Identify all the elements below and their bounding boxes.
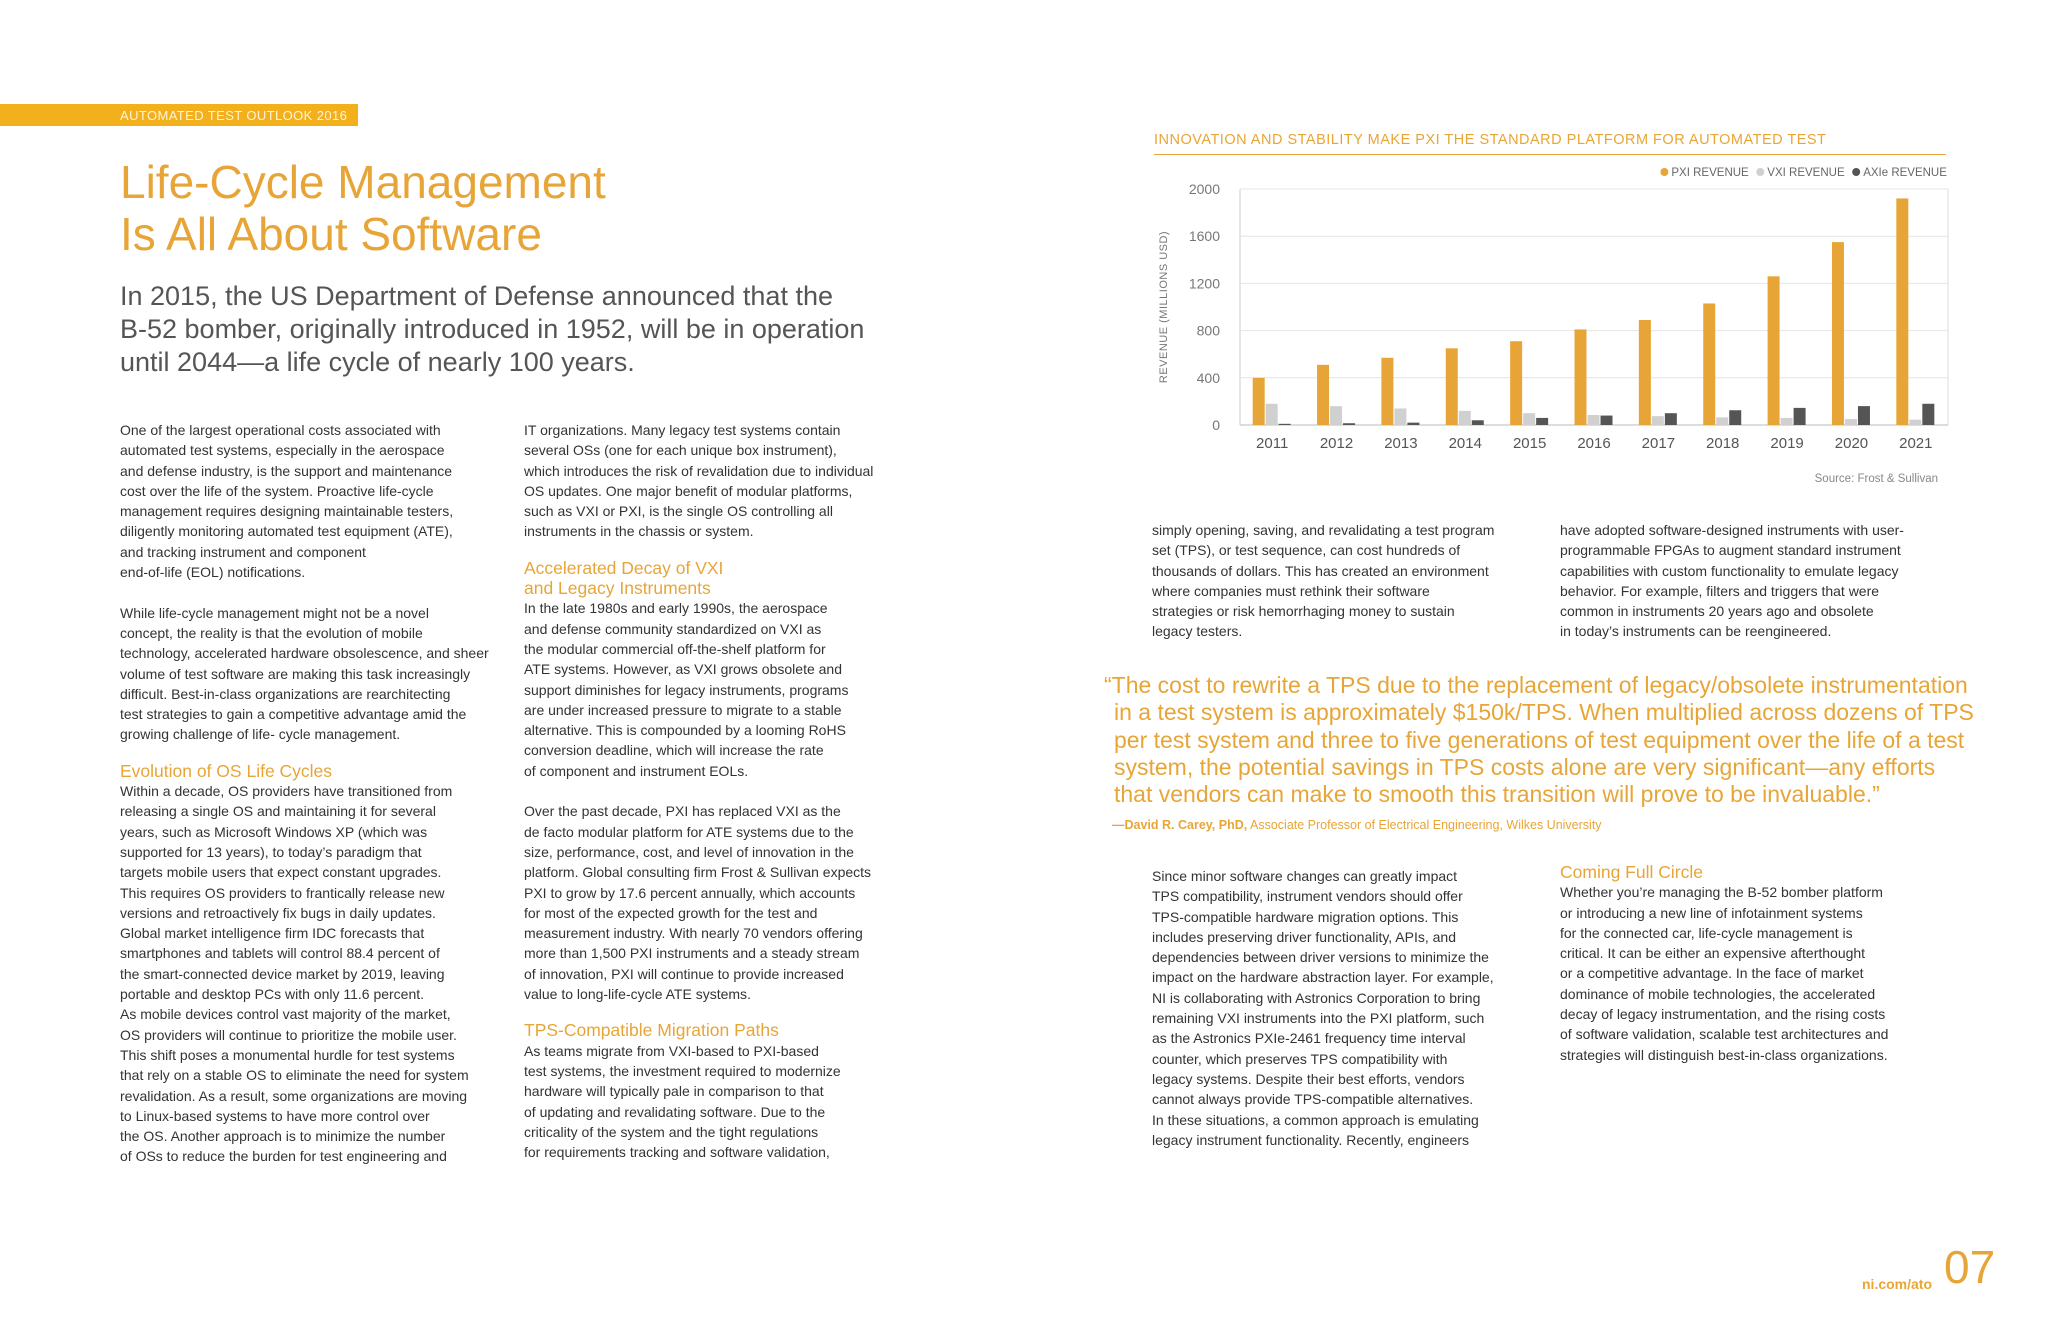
body-text-line: platform. Global consulting firm Frost & Sullivan expects xyxy=(524,864,872,881)
chart-title-rule xyxy=(1154,154,1946,155)
bar-pxi-2013 xyxy=(1381,358,1393,425)
body-text-line: supported for 13 years), to today’s paradigm that xyxy=(120,843,422,860)
body-text-line: This shift poses a monumental hurdle for test systems xyxy=(120,1046,455,1063)
x-tick-label: 2012 xyxy=(1319,435,1354,452)
body-text-line: in today’s instruments can be reengineered. xyxy=(1560,623,1832,640)
body-text-line: This requires OS providers to frantically release new xyxy=(120,884,445,901)
body-text-line: automated test systems, especially in the aerospace xyxy=(120,442,445,459)
body-text-line: revalidation. As a result, some organizations are moving xyxy=(120,1087,468,1104)
paragraph-gap xyxy=(524,781,914,801)
body-text-line: Global market intelligence firm IDC forecasts that xyxy=(120,925,425,942)
body-text-line: Whether you’re managing the B-52 bomber platform xyxy=(1560,884,1883,901)
body-text-line: critical. It can be either an expensive afterthought xyxy=(1560,945,1866,962)
y-tick-label: 1600 xyxy=(1188,228,1220,245)
body-text-line: strategies or risk hemorrhaging money to sustain xyxy=(1152,603,1455,620)
body-text-line: simply opening, saving, and revalidating a test program xyxy=(1152,522,1495,538)
body-text-line: Over the past decade, PXI has replaced VXI as the xyxy=(524,803,841,820)
bar-pxi-2019 xyxy=(1768,276,1780,425)
body-text-line: remaining VXI instruments into the PXI platform, such xyxy=(1152,1010,1485,1027)
bar-axie-2014 xyxy=(1472,420,1484,425)
x-tick-label: 2017 xyxy=(1641,435,1676,452)
body-text-line: TPS-compatible hardware migration options. This xyxy=(1152,908,1459,925)
body-text-line: versions and retroactively fix bugs in daily updates. xyxy=(120,904,436,921)
body-text-line: cost over the life of the system. Proactive life-cycle xyxy=(120,482,434,499)
body-text-line: programmable FPGAs to augment standard instrument xyxy=(1560,542,1901,559)
body-text-line: OS providers will continue to prioritize the mobile user. xyxy=(120,1026,457,1043)
body-text-line: includes preserving driver functionality, APIs, and xyxy=(1152,928,1457,945)
quote-line: “The cost to rewrite a TPS due to the replacement of legacy/obsolete instrumentation xyxy=(1104,672,1968,698)
body-text-line: strategies will distinguish best-in-class organizations. xyxy=(1560,1046,1888,1063)
body-text-line: measurement industry. With nearly 70 vendors offering xyxy=(524,925,863,942)
body-text-line: of component and instrument EOLs. xyxy=(524,762,749,779)
body-text-line: and tracking instrument and component xyxy=(120,543,366,560)
body-text-line: value to long-life-cycle ATE systems. xyxy=(524,986,751,1003)
body-text-line: test strategies to gain a competitive advantage amid the xyxy=(120,706,467,723)
paragraph-gap xyxy=(524,1004,914,1020)
body-text-line: cannot always provide TPS-compatible alternatives. xyxy=(1152,1091,1474,1108)
body-text-line: have adopted software-designed instruments with user- xyxy=(1560,522,1904,538)
body-text-line: de facto modular platform for ATE systems due to the xyxy=(524,823,854,840)
body-text-line: NI is collaborating with Astronics Corporation to bring xyxy=(1152,989,1481,1006)
paragraph-gap xyxy=(524,542,914,558)
legend-label: AXIe REVENUE xyxy=(1863,167,1947,179)
body-text-line: the smart-connected device market by 2019, leaving xyxy=(120,965,445,982)
quote-line: per test system and three to five generations of test equipment over the life of a test xyxy=(1114,726,1965,753)
body-text-line: impact on the hardware abstraction layer. For example, xyxy=(1152,969,1494,986)
quote-line: in a test system is approximately $150k/TPS. When multiplied across dozens of TPS xyxy=(1114,699,1974,726)
body-text-line: criticality of the system and the tight regulations xyxy=(524,1123,819,1140)
bar-axie-2012 xyxy=(1343,423,1355,425)
body-text-line: that rely on a stable OS to eliminate the need for system xyxy=(120,1067,469,1084)
body-text-line: management requires designing maintainable testers, xyxy=(120,503,454,520)
x-tick-label: 2016 xyxy=(1577,435,1611,452)
quote-attribution xyxy=(1112,818,1602,832)
body-text-line: end-of-life (EOL) notifications. xyxy=(120,564,306,581)
revenue-bar-chart xyxy=(1140,156,1960,486)
body-text-line: of OSs to reduce the burden for test engineering and xyxy=(120,1148,447,1165)
body-text-line: ATE systems. However, as VXI grows obsolete and xyxy=(524,661,842,678)
lede-line: until 2044—a life cycle of nearly 100 years. xyxy=(120,347,635,377)
body-text-line: or a competitive advantage. In the face of market xyxy=(1560,965,1864,982)
body-text-line: While life-cycle management might not be a novel xyxy=(120,604,429,621)
body-text-line: legacy systems. Despite their best efforts, vendors xyxy=(1152,1070,1465,1087)
body-text-line: capabilities with custom functionality to emulate legacy xyxy=(1560,562,1899,579)
body-text-line: several OSs (one for each unique box instrument), xyxy=(524,442,837,459)
chart-title: INNOVATION AND STABILITY MAKE PXI THE STANDARD PLATFORM FOR AUTOMATED TEST xyxy=(1154,132,1827,148)
section-subheading: TPS-Compatible Migration Paths xyxy=(524,1020,779,1041)
section-subheading: Accelerated Decay of VXI xyxy=(524,557,724,578)
bar-axie-2019 xyxy=(1794,408,1806,425)
bar-pxi-2017 xyxy=(1639,320,1651,425)
body-text-line: or introducing a new line of infotainment systems xyxy=(1560,904,1863,921)
x-tick-label: 2011 xyxy=(1256,435,1289,452)
page-number: 07 xyxy=(1944,1241,1996,1293)
body-column-2 xyxy=(524,420,914,1162)
x-tick-label: 2021 xyxy=(1899,435,1933,452)
body-text-line: smartphones and tablets will control 88.4 percent of xyxy=(120,945,440,962)
bar-pxi-2015 xyxy=(1510,341,1522,425)
body-text-line: set (TPS), or test sequence, can cost hundreds of xyxy=(1152,542,1461,559)
bar-vxi-2013 xyxy=(1394,408,1406,425)
x-tick-label: 2020 xyxy=(1834,435,1869,452)
bar-vxi-2016 xyxy=(1588,415,1600,425)
body-text-line: alternative. This is compounded by a looming RoHS xyxy=(524,722,846,739)
body-text-line: instruments in the chassis or system. xyxy=(524,523,754,540)
quote-line: system, the potential savings in TPS costs alone are very significant—any efforts xyxy=(1114,753,1936,780)
y-tick-label: 1200 xyxy=(1188,275,1220,292)
chart-source-note: Source: Frost & Sullivan xyxy=(1814,473,1938,485)
body-text-line: such as VXI or PXI, is the single OS controlling all xyxy=(524,503,833,520)
bar-axie-2011 xyxy=(1279,424,1291,425)
body-text-line: support diminishes for legacy instruments, programs xyxy=(524,681,849,698)
x-tick-label: 2015 xyxy=(1512,435,1547,452)
body-text-line: Since minor software changes can greatly impact xyxy=(1152,868,1458,884)
bar-vxi-2017 xyxy=(1652,416,1664,425)
body-text-line: One of the largest operational costs associated with xyxy=(120,422,441,438)
body-text-line: concept, the reality is that the evolution of mobile xyxy=(120,624,423,641)
y-tick-label: 400 xyxy=(1196,369,1220,386)
pull-quote xyxy=(1104,672,2004,808)
bar-axie-2015 xyxy=(1536,418,1548,425)
body-text-line: of innovation, PXI will continue to provide increased xyxy=(524,965,844,982)
bar-axie-2017 xyxy=(1665,413,1677,425)
body-text-line: conversion deadline, which will increase the rate xyxy=(524,742,824,759)
legend-label: VXI REVENUE xyxy=(1767,167,1845,179)
body-text-line: behavior. For example, filters and triggers that were xyxy=(1560,582,1880,599)
bar-vxi-2018 xyxy=(1716,417,1728,425)
article-title xyxy=(120,156,880,260)
bar-axie-2018 xyxy=(1729,410,1741,425)
bar-pxi-2020 xyxy=(1832,242,1844,425)
body-column-3 xyxy=(1152,520,1542,642)
bar-pxi-2011 xyxy=(1253,378,1265,425)
quote-author: —David R. Carey, PhD, xyxy=(1112,818,1248,832)
section-subheading: and Legacy Instruments xyxy=(524,578,711,599)
bar-vxi-2020 xyxy=(1845,419,1857,425)
body-text-line: for requirements tracking and software validation, xyxy=(524,1144,830,1161)
x-tick-label: 2018 xyxy=(1706,435,1740,452)
body-text-line: thousands of dollars. This has created an environment xyxy=(1152,562,1489,579)
body-text-line: for most of the expected growth for the test and xyxy=(524,904,818,921)
body-column-6 xyxy=(1560,862,1950,1065)
body-text-line: technology, accelerated hardware obsolescence, and sheer xyxy=(120,645,489,662)
body-text-line: PXI to grow by 17.6 percent annually, which accounts xyxy=(524,884,856,901)
body-text-line: portable and desktop PCs with only 11.6 percent. xyxy=(120,986,425,1003)
body-text-line: releasing a single OS and maintaining it for several xyxy=(120,803,436,820)
bar-vxi-2015 xyxy=(1523,413,1535,425)
section-header-label: AUTOMATED TEST OUTLOOK 2016 xyxy=(120,108,348,123)
lede-line: B-52 bomber, originally introduced in 1952, will be in operation xyxy=(120,314,865,344)
body-text-line: volume of test software are making this task increasingly xyxy=(120,665,471,682)
x-tick-label: 2014 xyxy=(1448,435,1482,452)
body-text-line: are under increased pressure to migrate to a stable xyxy=(524,701,842,718)
body-text-line: dominance of mobile technologies, the accelerated xyxy=(1560,985,1876,1002)
body-text-line: In these situations, a common approach is emulating xyxy=(1152,1111,1479,1128)
bar-pxi-2018 xyxy=(1703,303,1715,425)
body-text-line: diligently monitoring automated test equipment (ATE), xyxy=(120,523,453,540)
body-text-line: growing challenge of life- cycle management. xyxy=(120,726,401,743)
bar-pxi-2021 xyxy=(1896,198,1908,425)
body-text-line: of updating and revalidating software. Due to the xyxy=(524,1103,826,1120)
paragraph-gap xyxy=(120,745,510,761)
legend-swatch xyxy=(1756,168,1764,176)
body-text-line: hardware will typically pale in comparison to that xyxy=(524,1083,824,1100)
legend-label: PXI REVENUE xyxy=(1671,167,1749,179)
body-text-line: the OS. Another approach is to minimize the number xyxy=(120,1128,446,1145)
y-axis-label: REVENUE (MILLIONS USD) xyxy=(1158,230,1170,384)
bar-pxi-2014 xyxy=(1446,348,1458,425)
quote-line: that vendors can make to smooth this transition will prove to be invaluable.” xyxy=(1114,781,1880,808)
paragraph-gap xyxy=(120,582,510,602)
article-lede xyxy=(120,280,920,379)
legend-swatch xyxy=(1852,168,1860,176)
body-text-line: As mobile devices control vast majority of the market, xyxy=(120,1006,451,1023)
body-text-line: In the late 1980s and early 1990s, the aerospace xyxy=(524,600,828,617)
body-text-line: which introduces the risk of revalidation due to individual xyxy=(524,462,874,479)
x-tick-label: 2019 xyxy=(1770,435,1804,452)
bar-pxi-2012 xyxy=(1317,365,1329,425)
bar-axie-2016 xyxy=(1601,416,1613,425)
body-text-line: legacy testers. xyxy=(1152,623,1243,640)
body-text-line: size, performance, cost, and level of innovation in the xyxy=(524,843,854,860)
body-text-line: where companies must rethink their software xyxy=(1152,582,1430,599)
body-text-line: test systems, the investment required to modernize xyxy=(524,1062,841,1079)
body-text-line: as the Astronics PXIe-2461 frequency time interval xyxy=(1152,1030,1466,1047)
section-subheading: Coming Full Circle xyxy=(1560,862,1703,882)
section-subheading: Evolution of OS Life Cycles xyxy=(120,760,333,781)
body-text-line: and defense industry, is the support and maintenance xyxy=(120,462,453,479)
body-text-line: TPS compatibility, instrument vendors should offer xyxy=(1152,888,1463,905)
body-text-line: OS updates. One major benefit of modular platforms, xyxy=(524,482,853,499)
body-text-line: to Linux-based systems to have more control over xyxy=(120,1107,430,1124)
bar-vxi-2014 xyxy=(1459,411,1471,425)
y-tick-label: 0 xyxy=(1212,417,1220,433)
legend-swatch xyxy=(1660,168,1668,176)
body-text-line: difficult. Best-in-class organizations are rearchitecting xyxy=(120,685,451,702)
bar-vxi-2012 xyxy=(1330,406,1342,425)
y-tick-label: 800 xyxy=(1196,322,1220,339)
lede-line: In 2015, the US Department of Defense announced that the xyxy=(120,281,833,311)
body-text-line: for the connected car, life-cycle management is xyxy=(1560,924,1853,941)
x-tick-label: 2013 xyxy=(1384,435,1418,452)
body-text-line: years, such as Microsoft Windows XP (which was xyxy=(120,823,428,840)
bar-pxi-2016 xyxy=(1575,329,1587,425)
body-text-line: decay of legacy instrumentation, and the rising costs xyxy=(1560,1006,1886,1023)
body-text-line: the modular commercial off-the-shelf platform for xyxy=(524,640,826,657)
footer-url-link[interactable]: ni.com/ato xyxy=(1862,1276,1933,1292)
article-title-line: Is All About Software xyxy=(120,208,542,260)
body-text-line: more than 1,500 PXI instruments and a steady stream xyxy=(524,945,860,962)
bar-vxi-2019 xyxy=(1781,418,1793,425)
article-title-line: Life-Cycle Management xyxy=(120,156,606,208)
section-header-band xyxy=(0,104,358,126)
body-text-line: of software validation, scalable test architectures and xyxy=(1560,1026,1889,1043)
body-column-4 xyxy=(1560,520,1950,642)
body-text-line: targets mobile users that expect constant upgrades. xyxy=(120,864,442,881)
body-text-line: As teams migrate from VXI-based to PXI-based xyxy=(524,1042,819,1059)
bar-axie-2013 xyxy=(1407,423,1419,425)
y-tick-label: 2000 xyxy=(1188,181,1220,197)
body-text-line: and defense community standardized on VXI as xyxy=(524,620,822,637)
body-column-1 xyxy=(120,420,510,1167)
body-text-line: common in instruments 20 years ago and obsolete xyxy=(1560,603,1874,620)
body-text-line: legacy instrument functionality. Recently, engineers xyxy=(1152,1131,1469,1148)
body-text-line: dependencies between driver versions to minimize the xyxy=(1152,949,1489,966)
body-text-line: IT organizations. Many legacy test systems contain xyxy=(524,422,841,438)
bar-axie-2021 xyxy=(1922,404,1934,425)
body-text-line: counter, which preserves TPS compatibility with xyxy=(1152,1050,1448,1067)
quote-affiliation: Associate Professor of Electrical Engineering, Wilkes University xyxy=(1247,818,1602,832)
bar-axie-2020 xyxy=(1858,406,1870,425)
body-text-line: Within a decade, OS providers have transitioned from xyxy=(120,783,453,800)
bar-vxi-2021 xyxy=(1909,420,1921,425)
bar-vxi-2011 xyxy=(1266,404,1278,425)
body-column-5 xyxy=(1152,866,1542,1150)
